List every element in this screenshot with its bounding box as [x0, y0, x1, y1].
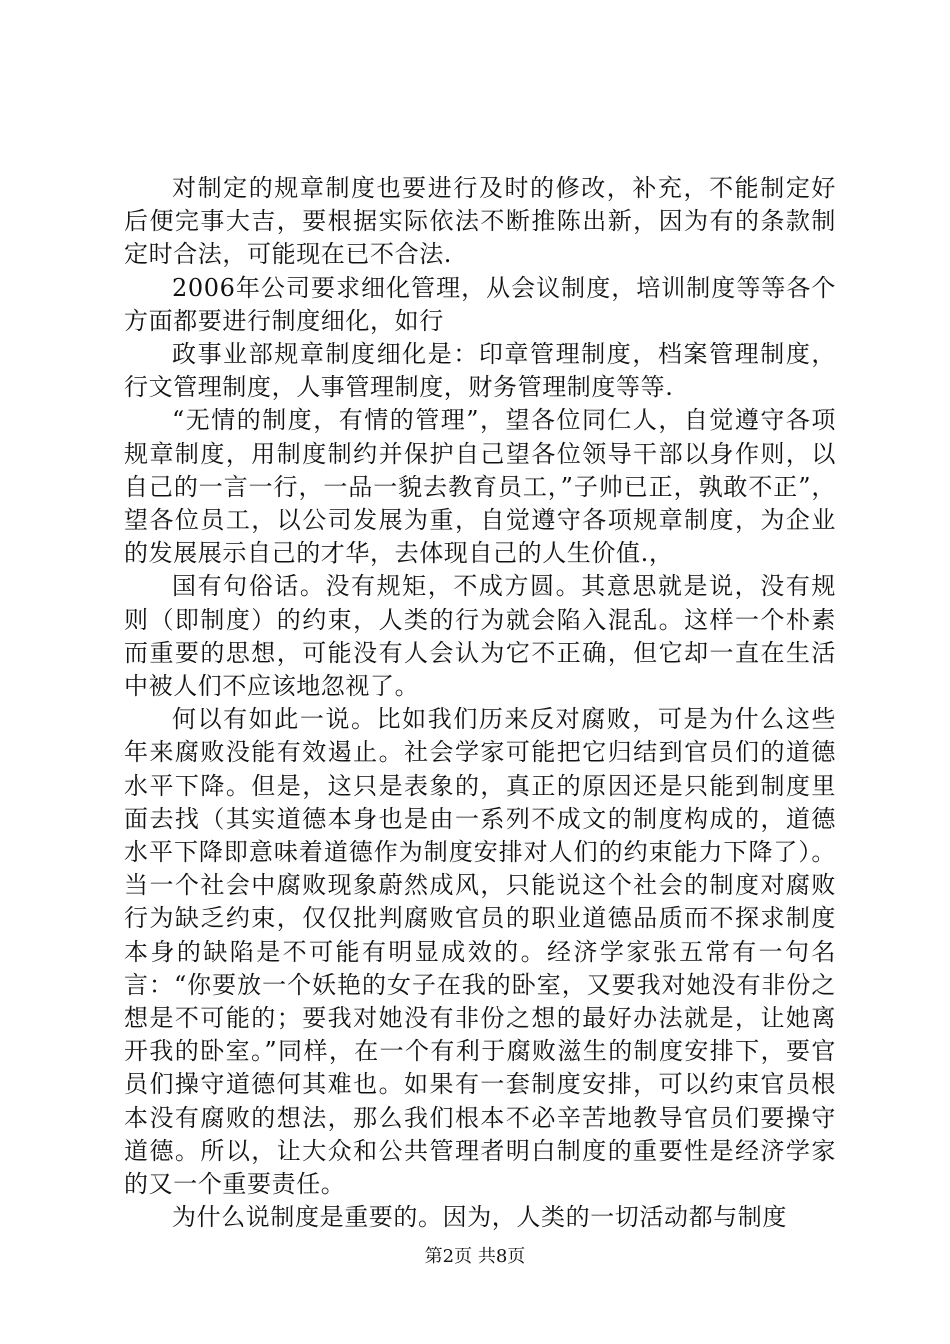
- paragraph: 国有句俗话。没有规矩，不成方圆。其意思就是说，没有规则（即制度）的约束，人类的行为就会陷入混乱。这样一个朴素而重要的思想，可能没有人会认为它不正确，但它却一直在生活中被人们不应该地忽视了。: [124, 572, 836, 701]
- paragraph: 政事业部规章制度细化是：印章管理制度，档案管理制度，行文管理制度，人事管理制度，财务管理制度等等.: [124, 340, 836, 402]
- page-number-footer: 第2页 共8页: [424, 1246, 526, 1267]
- document-body: [124, 172, 836, 1235]
- paragraph: 为什么说制度是重要的。因为，人类的一切活动都与制度: [172, 1203, 787, 1232]
- paragraph: 对制定的规章制度也要进行及时的修改，补充，不能制定好后便完事大吉，要根据实际依法不断推陈出新，因为有的条款制定时合法，可能现在已不合法.: [124, 174, 836, 269]
- paragraph: 2006年公司要求细化管理，从会议制度，培训制度等等各个方面都要进行制度细化，如行: [124, 273, 836, 335]
- paragraph: 何以有如此一说。比如我们历来反对腐败，可是为什么这些年来腐败没能有效遏止。社会学家可能把它归结到官员们的道德水平下降。但是，这只是表象的，真正的原因还是只能到制度里面去找（其实道德本身也是由一系列不成文的制度构成的，道德水平下降即意味着道德作为制度安排对人们的约束能力下降了）。当一个社会中腐败现象蔚然成风，只能说这个社会的制度对腐败行为缺乏约束，仅仅批判腐败官员的职业道德品质而不探求制度本身的缺陷是不可能有明显成效的。经济学家张五常有一句名言：“你要放一个妖艳的女子在我的卧室，又要我对她没有非份之想是不可能的；要我对她没有非份之想的最好办法就是，让她离开我的卧室。”同样，在一个有利于腐败滋生的制度安排下，要官员们操守道德何其难也。如果有一套制度安排，可以约束官员根本没有腐败的想法，那么我们根本不必辛苦地教导官员们要操守道德。所以，让大众和公共管理者明白制度的重要性是经济学家的又一个重要责任。: [124, 705, 836, 1199]
- paragraph: “无情的制度，有情的管理”，望各位同仁人，自觉遵守各项规章制度，用制度制约并保护自己望各位领导干部以身作则，以自己的一言一行，一品一貌去教育员工，”子帅已正，孰敢不正”，望各位员工，以公司发展为重，自觉遵守各项规章制度，为企业的发展展示自己的才华，去体现自己的人生价值.，: [124, 406, 836, 568]
